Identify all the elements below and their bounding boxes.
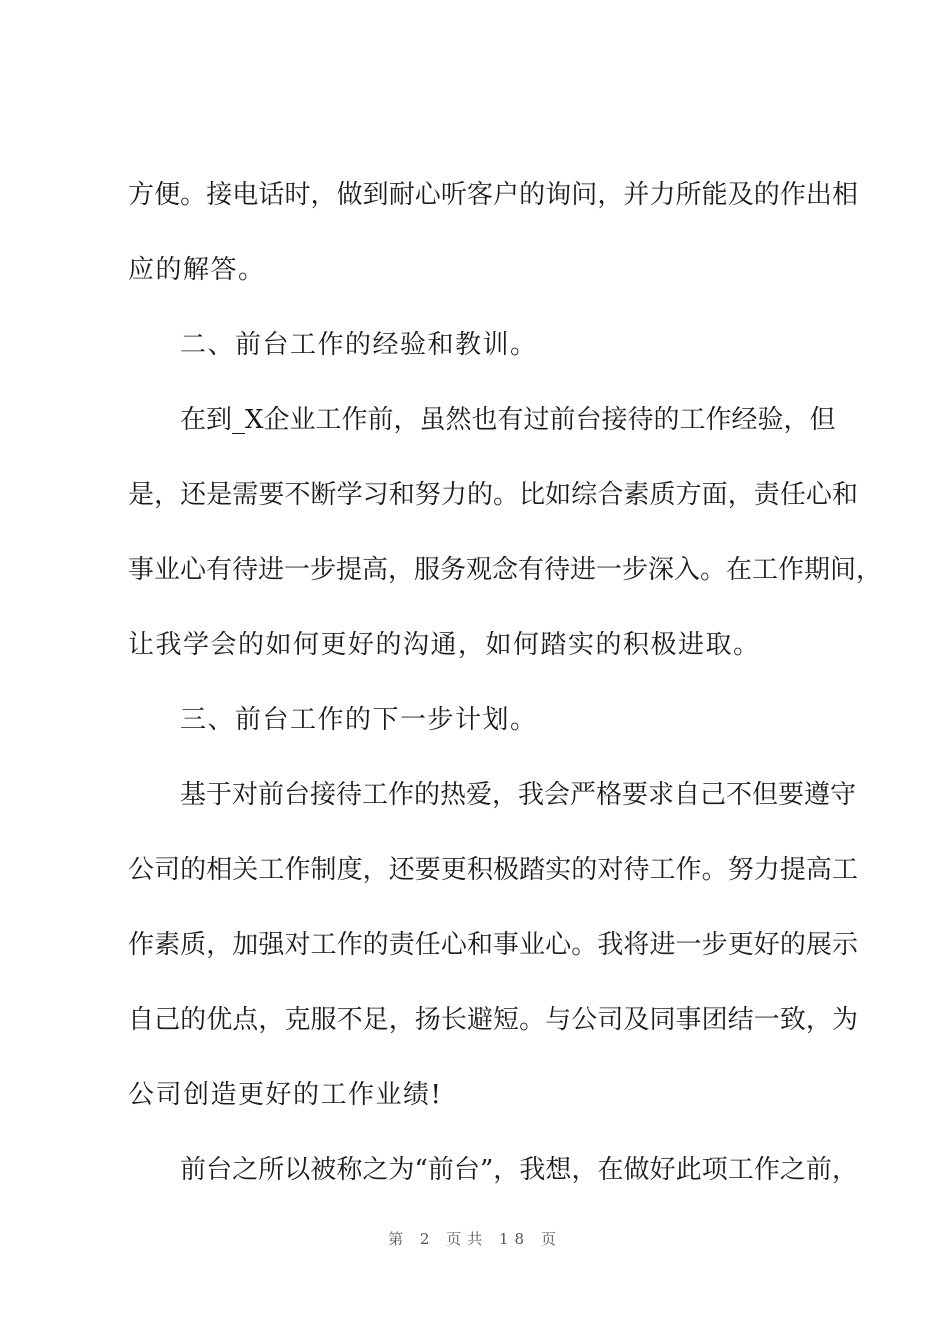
body-line-6: 事业心有待进一步提高，服务观念有待进一步深入。在工作期间， <box>128 555 883 585</box>
body-line-4: 在到_X企业工作前，虽然也有过前台接待的工作经验，但 <box>180 405 836 435</box>
body-line-12: 自己的优点，克服不足，扬长避短。与公司及同事团结一致，为 <box>128 1005 858 1035</box>
body-line-11: 作素质，加强对工作的责任心和事业心。我将进一步更好的展示 <box>128 930 858 960</box>
body-line-1: 方便。接电话时，做到耐心听客户的询问，并力所能及的作出相 <box>128 180 858 210</box>
body-line-13: 公司创造更好的工作业绩! <box>128 1080 443 1110</box>
section-heading-2: 二、前台工作的经验和教训。 <box>180 330 538 360</box>
body-line-2: 应的解答。 <box>128 255 266 285</box>
section-heading-3: 三、前台工作的下一步计划。 <box>180 705 538 735</box>
body-line-9: 基于对前台接待工作的热爱，我会严格要求自己不但要遵守 <box>180 780 857 810</box>
body-line-7: 让我学会的如何更好的沟通，如何踏实的积极进取。 <box>128 630 761 660</box>
body-line-14: 前台之所以被称之为“前台”，我想，在做好此项工作之前， <box>180 1155 858 1185</box>
page-number-footer: 第 2 页共 18 页 <box>388 1230 562 1248</box>
body-line-5: 是，还是需要不断学习和努力的。比如综合素质方面，责任心和 <box>128 480 858 510</box>
body-line-10: 公司的相关工作制度，还要更积极踏实的对待工作。努力提高工 <box>128 855 858 885</box>
